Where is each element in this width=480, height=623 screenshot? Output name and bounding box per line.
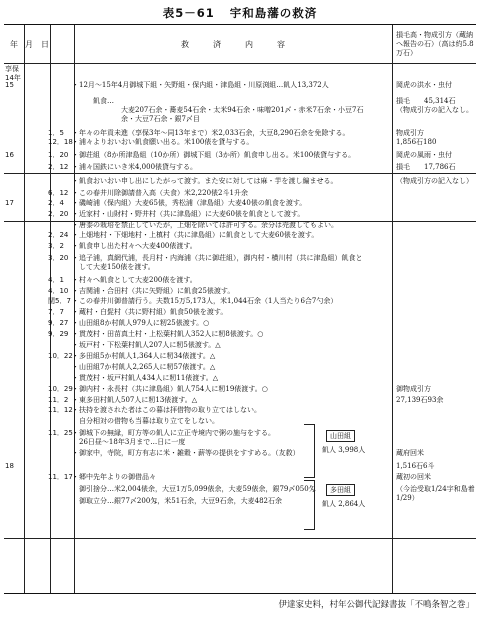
row-content: 自分相対の借物も当暮は取り立てをしない。 (72, 417, 219, 425)
header-remark: 損毛高・物成引方（蔵納へ報告の石）（高は約5.8万石） (396, 30, 474, 57)
row-content: ・扶持を渡された者はこの暮は拝借物の取り立てはしない。 (72, 406, 261, 414)
row-content: ・坂戸村・下松葉村飢人207人に籾5俵渡す。△ (72, 341, 221, 349)
row-remark: （物成引方の記入なし） (396, 177, 473, 185)
row-content: 余・大豆7石余・銀7〆目 (72, 115, 200, 123)
row-date: 10．22 (48, 352, 73, 360)
row-date: 9．27 (48, 319, 69, 327)
row-content: ・蔵村・白髭村（共に野村組）飢食50俵を渡す。 (72, 308, 228, 316)
row-content: ・御荘組（8か所津島組（10か所）御城下組（3か所）飢食申し出る。米100俵貸与する。 (72, 151, 356, 159)
row-remark: （今治受取1/24宇和島着1/29） (396, 485, 475, 502)
row-content: ・12月～15年4月御城下組・矢野組・保内組・津島組・川原渕組…飢人13,372人 (72, 81, 329, 89)
table-number: 表5－61 (162, 6, 215, 20)
header-month-day: 月 日 (25, 39, 49, 49)
row-content: ・御家中，寺院，町方有志に米・雑穀・薪等の提供をすすめる。（友救） (72, 449, 300, 457)
row-content: ・山田組8か村飢人979人に籾25俵渡す。○ (72, 319, 210, 327)
row-date: 1．5 (48, 129, 64, 137)
row-remark: 御物成引方 (396, 385, 431, 393)
row-date: 3．2 (48, 242, 64, 250)
row-date: 4．1 (48, 276, 64, 284)
row-content: ・年々の年貢未進（享保3年～同13年まで）米2,033石余，大豆8,290石余を免除する。 (72, 129, 350, 137)
row-date: 10．29 (48, 385, 73, 393)
row-content: ・この春井川御普請行う。夫数15万5,173人，米1,044石余（1人当たり6合7勺余） (72, 297, 338, 305)
row-content: ・唐黍の栽培を禁止していたが，上畑を除いては許可する。余分は売渡してもよい。 (72, 221, 338, 229)
row-year: 16 (5, 151, 14, 159)
row-content: ・東多田村飢人507人に籾13俵渡す。△ (72, 396, 198, 404)
row-date: 7．7 (48, 308, 64, 316)
page-title (0, 5, 480, 21)
row-content: ・山田組7か村飢人2,265人に籾57俵渡す。△ (72, 363, 216, 371)
col-divider (392, 25, 393, 593)
row-content: 御取立分…銀77〆200匁，米51石余，大豆9石余，大麦482石余 (72, 497, 282, 505)
row-content: 大麦207石余・蕎麦54石余・太米94石余・味噌201〆・赤米7石余・小豆7石 (72, 106, 364, 114)
row-year: 18 (5, 462, 14, 470)
bracket (304, 480, 315, 530)
row-content: ・吉関浦・合田村（共に矢野組）に飢食25俵渡す。 (72, 287, 235, 295)
row-year: 享保14年 (5, 65, 21, 82)
row-remark: 27,139石93余 (396, 396, 444, 404)
row-remark: 物成引方 (396, 129, 424, 137)
row-date: 3．20 (48, 254, 69, 262)
row-date: 2．12 (48, 163, 69, 171)
header-content: 救 済 内 容 (181, 39, 285, 49)
row-content: ・飢食申し出た村々へ大麦400俵渡す。 (72, 242, 197, 250)
row-year: 15 (5, 81, 14, 89)
relief-table (4, 24, 476, 594)
row-remark: 損毛 17,786石 (396, 163, 456, 171)
row-content: ・多田組5か村飢人1,364人に籾34俵渡す。△ (72, 352, 216, 360)
row-date: 閏5．7 (48, 297, 71, 305)
row-remark: 1,856石180 (396, 138, 437, 146)
group-label-tada: 多田組 (326, 484, 355, 496)
row-date: 6．12 (48, 189, 69, 197)
row-content: ・磯崎浦（保内組）大麦65俵，秀松浦（津島組）大麦40俵の飢食を渡す。 (72, 199, 307, 207)
row-content: ・浦々国鉄にいき米4,000俵貸与する。 (72, 163, 198, 171)
bracket (304, 424, 315, 478)
row-remark: 岡虎の洪水・虫付 (396, 81, 452, 89)
source-note: 伊達家史料，村年公御代記録書抜「不鳴条智之巻」 (278, 600, 474, 610)
row-date: 11．17 (48, 473, 73, 481)
row-content: ・上畑地村・下畑地村・上槙村（共に津島組）に飢食として大麦60俵を渡す。 (72, 231, 319, 239)
row-date: 9．29 (48, 330, 69, 338)
year-rule (4, 538, 476, 539)
row-content: ・貫茂村・田苗真土村・上松葉村飢人352人に籾8俵渡す。○ (72, 330, 264, 338)
row-content: ・村々へ飢食として大麦200俵を渡す。 (72, 276, 197, 284)
group-people-yamada: 飢人 3,998人 (322, 446, 366, 454)
row-date: 11．2 (48, 396, 69, 404)
row-remark: 損毛 45,314石 (396, 97, 456, 105)
row-content: 26日昼～18年3月まで…日に一度 (72, 438, 186, 446)
row-remark: 1,516石6斗 (396, 462, 435, 470)
row-content: ・貫茂村・坂戸村飢人434人に籾11俵渡す。△ (72, 374, 219, 382)
row-remark: 岡虎の風雨・虫付 (396, 151, 452, 159)
header-rule (4, 63, 476, 64)
row-content: 飢食… (72, 97, 114, 105)
row-date: 2．4 (48, 199, 64, 207)
row-date: 12．18 (48, 138, 73, 146)
header-year: 年 (10, 39, 18, 49)
row-date: 1．20 (48, 151, 69, 159)
group-label-yamada: 山田組 (326, 430, 355, 442)
table-title: 宇和島藩の救済 (229, 6, 318, 20)
row-content: ・浦々よりおいおい飢食願い出る。米100俵を貸与する。 (72, 138, 254, 146)
row-remark: （物成引方の記入なし。 (396, 106, 473, 114)
row-content: 御引捨分…米2,004俵余，大豆1万5,099俵余，大麦59俵余，銀79〆050匁 (72, 485, 316, 493)
row-content: ・御城下の無縁，町方等の飢人に立正寺境内で粥の施与をする。 (72, 429, 275, 437)
row-content: ・近家村・山財村・野井村（共に津島組）に大麦60俵を飢食として渡す。 (72, 210, 305, 218)
row-content: ・飢食おいおい申し出にしたがって渡す。また安に対しては麻・芋を渡し編ませる。 (72, 177, 338, 185)
row-date: 2．24 (48, 231, 69, 239)
row-date: 2．20 (48, 210, 69, 218)
row-content: して大麦150俵を渡す。 (72, 263, 155, 271)
col-divider (24, 25, 25, 593)
row-year: 17 (5, 199, 14, 207)
row-date: 4．10 (48, 287, 69, 295)
row-date: 11．25 (48, 429, 73, 437)
group-people-tada: 飢人 2,864人 (322, 500, 366, 508)
row-content: ・郷中先年よりの御借品々 (72, 473, 156, 481)
row-content: ・御内村・永長村（共に津島組）飢人754人に籾19俵渡す。○ (72, 385, 268, 393)
row-remark: 蔵初の回米 (396, 473, 431, 481)
year-rule (4, 173, 476, 174)
row-remark: 蔵府回米 (396, 449, 424, 457)
row-content: ・追子浦，真網代浦，長月村・内海浦（共に御荘組），御内村・横川村（共に津島組）飢食と (72, 254, 363, 262)
row-date: 11．12 (48, 406, 73, 414)
row-content: ・この春井川除御請普入高（夫食）米2,220俵2斗1升余 (72, 189, 248, 197)
